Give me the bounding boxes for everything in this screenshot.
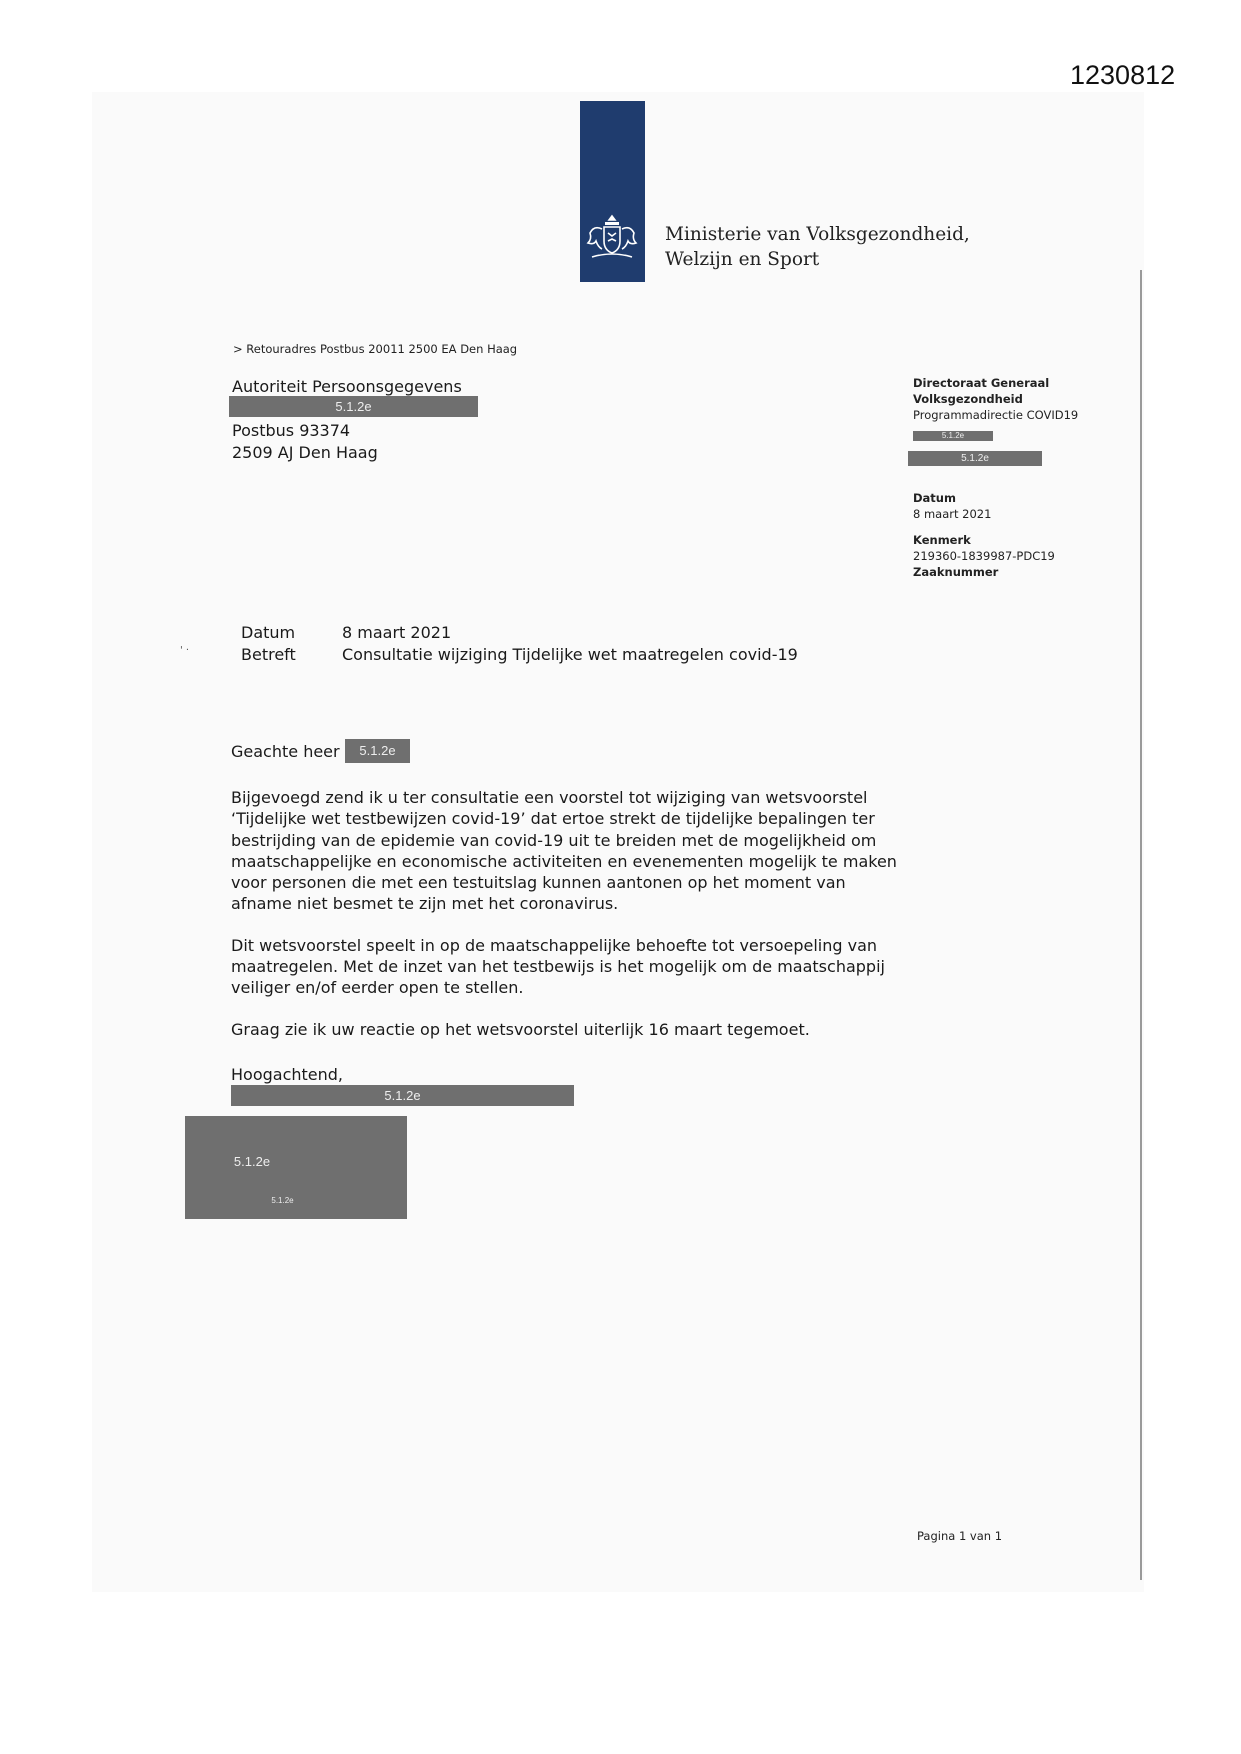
sidebar-datum-label: Datum [913, 491, 956, 505]
ministry-name-line-1: Ministerie van Volksgezondheid, [665, 224, 970, 245]
recipient-postbus: Postbus 93374 [232, 421, 351, 440]
recipient-name: Autoriteit Persoonsgegevens [232, 377, 462, 396]
sidebar-org-line-1: Directoraat Generaal [913, 376, 1050, 390]
sidebar-org-line-2: Volksgezondheid [913, 392, 1023, 406]
letter-meta [241, 622, 798, 666]
recipient-city: 2509 AJ Den Haag [232, 443, 378, 462]
redaction-salutation: 5.1.2e [345, 739, 410, 763]
meta-row-betreft [241, 644, 798, 666]
redaction-signature-line: 5.1.2e [231, 1085, 574, 1106]
meta-datum-value: 8 maart 2021 [342, 623, 452, 642]
redaction-recipient: 5.1.2e [229, 396, 478, 417]
sidebar-datum-value: 8 maart 2021 [913, 507, 992, 521]
meta-datum-label: Datum [241, 623, 296, 642]
sidebar-department: Programmadirectie COVID19 [913, 408, 1079, 422]
redaction-sidebar-1: 5.1.2e [913, 431, 993, 441]
letter-body [231, 787, 911, 1060]
document-number: 1230812 [1070, 60, 1176, 90]
coat-of-arms-icon [586, 213, 638, 263]
redaction-signature-small-label: 5.1.2e [271, 1196, 294, 1205]
ministry-name-line-2: Welzijn en Sport [665, 249, 820, 270]
salutation-text: Geachte heer [231, 742, 340, 761]
meta-betreft-label: Betreft [241, 645, 296, 664]
return-address: > Retouradres Postbus 20011 2500 EA Den Haag [233, 342, 518, 356]
ministry-name [665, 222, 970, 272]
scan-specks: ' · [180, 645, 190, 656]
sidebar-kenmerk-label: Kenmerk [913, 533, 971, 547]
redaction-sidebar-2: 5.1.2e [908, 451, 1042, 466]
meta-betreft-value: Consultatie wijziging Tijdelijke wet maatregelen covid-19 [342, 645, 798, 664]
redaction-signature-label: 5.1.2e [233, 1154, 271, 1169]
salutation [231, 742, 340, 761]
ministry-logo-bar [580, 101, 645, 282]
recipient-address [232, 376, 462, 464]
meta-row-datum [241, 622, 798, 644]
page-footer: Pagina 1 van 1 [917, 1529, 1003, 1543]
sender-sidebar [913, 375, 1078, 580]
body-paragraph-3: Graag zie ik uw reactie op het wetsvoorstel uiterlijk 16 maart tegemoet. [231, 1019, 810, 1039]
sidebar-zaaknummer-label: Zaaknummer [913, 565, 999, 579]
redaction-signature-block [185, 1116, 407, 1219]
body-paragraph-1: Bijgevoegd zend ik u ter consultatie een voorstel tot wijziging van wetsvoorstel ‘Tijdelijke wet testbewijzen covid-19’ dat ertoe strekt de tijdelijke bepalingen ter bestrijding van de epidemie van covid-19 uit te breiden met de mogelijkheid om maatschappelijke en economische activiteiten en evenementen mogelijk te maken voor personen die met een testuitslag kunnen aantonen op het moment van afname niet besmet te zijn met het coronavirus. [231, 788, 897, 914]
closing: Hoogachtend, [231, 1065, 344, 1084]
body-paragraph-2: Dit wetsvoorstel speelt in op de maatschappelijke behoefte tot versoepeling van maatregelen. Met de inzet van het testbewijs is het mogelijk om de maatschappij veiliger en/of eerder open te stellen. [231, 935, 885, 998]
scan-edge-line [1140, 270, 1142, 1580]
sidebar-kenmerk-value: 219360-1839987-PDC19 [913, 549, 1055, 563]
